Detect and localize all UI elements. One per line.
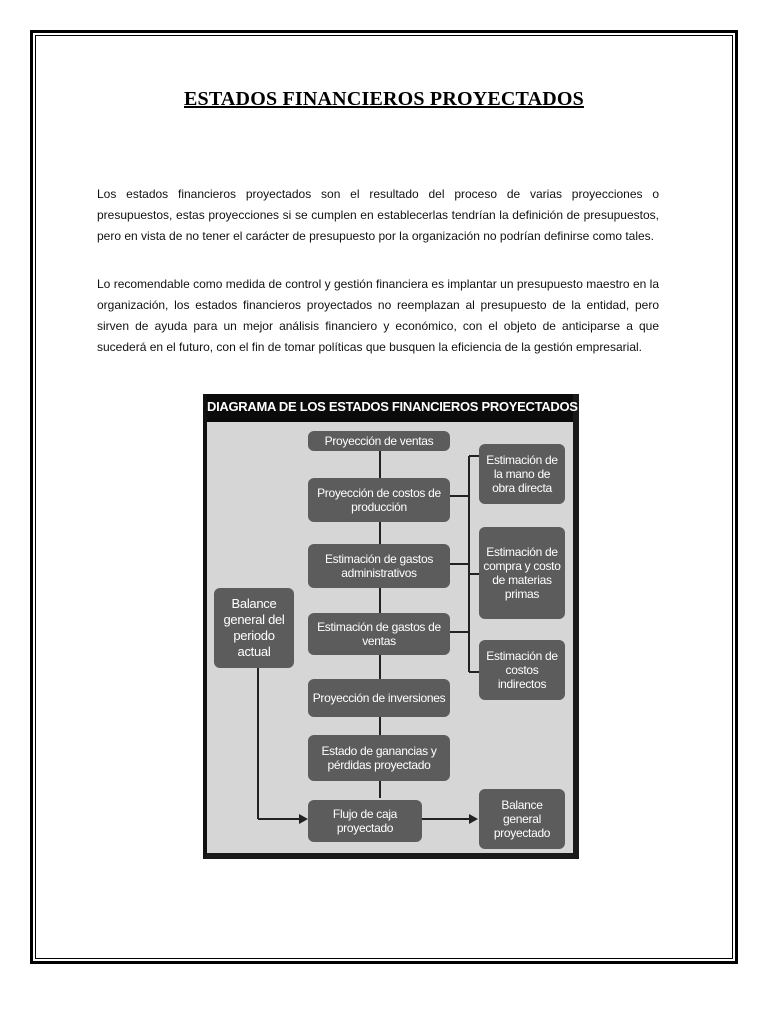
paragraph-1: Los estados financieros proyectados son el resultado del proceso de varias proyecciones o presupuestos, estas proyecciones si se cumplen en establecerlas tendrían la definición de presupuestos, pero en vista de no tener el carácter de presupuesto por la organización no podrían definirse como tales. xyxy=(97,187,659,243)
box-materias-primas: Estimación de compra y costo de materias primas xyxy=(479,527,565,619)
box-balance-proyectado: Balance general proyectado xyxy=(479,789,565,849)
diagram-title: DIAGRAMA DE LOS ESTADOS FINANCIEROS PROYECTADOS xyxy=(207,399,578,414)
paragraph-2: Lo recomendable como medida de control y gestión financiera es implantar un presupuesto maestro en la organización, los estados financieros proyectados no reemplazan al presupuesto de la entidad, pero sirven de ayuda para un mejor análisis financiero y económico, con el objeto de anticiparse a que sucederá en el futuro, con el fin de tomar políticas que busquen la eficiencia de la gestión empresarial. xyxy=(97,277,659,354)
box-proyeccion-ventas: Proyección de ventas xyxy=(308,431,450,451)
box-estado-ganancias: Estado de ganancias y pérdidas proyectado xyxy=(308,735,450,781)
box-costos-indirectos: Estimación de costos indirectos xyxy=(479,640,565,700)
arrowhead-to-flujo xyxy=(299,814,308,824)
box-gastos-ventas: Estimación de gastos de ventas xyxy=(308,613,450,655)
box-costos-produccion: Proyección de costos de producción xyxy=(308,478,450,522)
document-title: ESTADOS FINANCIEROS PROYECTADOS xyxy=(184,88,584,110)
box-balance-actual: Balance general del periodo actual xyxy=(214,588,294,668)
box-proyeccion-inversiones: Proyección de inversiones xyxy=(308,679,450,717)
box-gastos-administrativos: Estimación de gastos administrativos xyxy=(308,544,450,588)
box-mano-obra: Estimación de la mano de obra directa xyxy=(479,444,565,504)
arrowhead-to-result xyxy=(469,814,478,824)
box-flujo-caja: Flujo de caja proyectado xyxy=(308,800,422,842)
diagram-figure xyxy=(203,394,579,859)
